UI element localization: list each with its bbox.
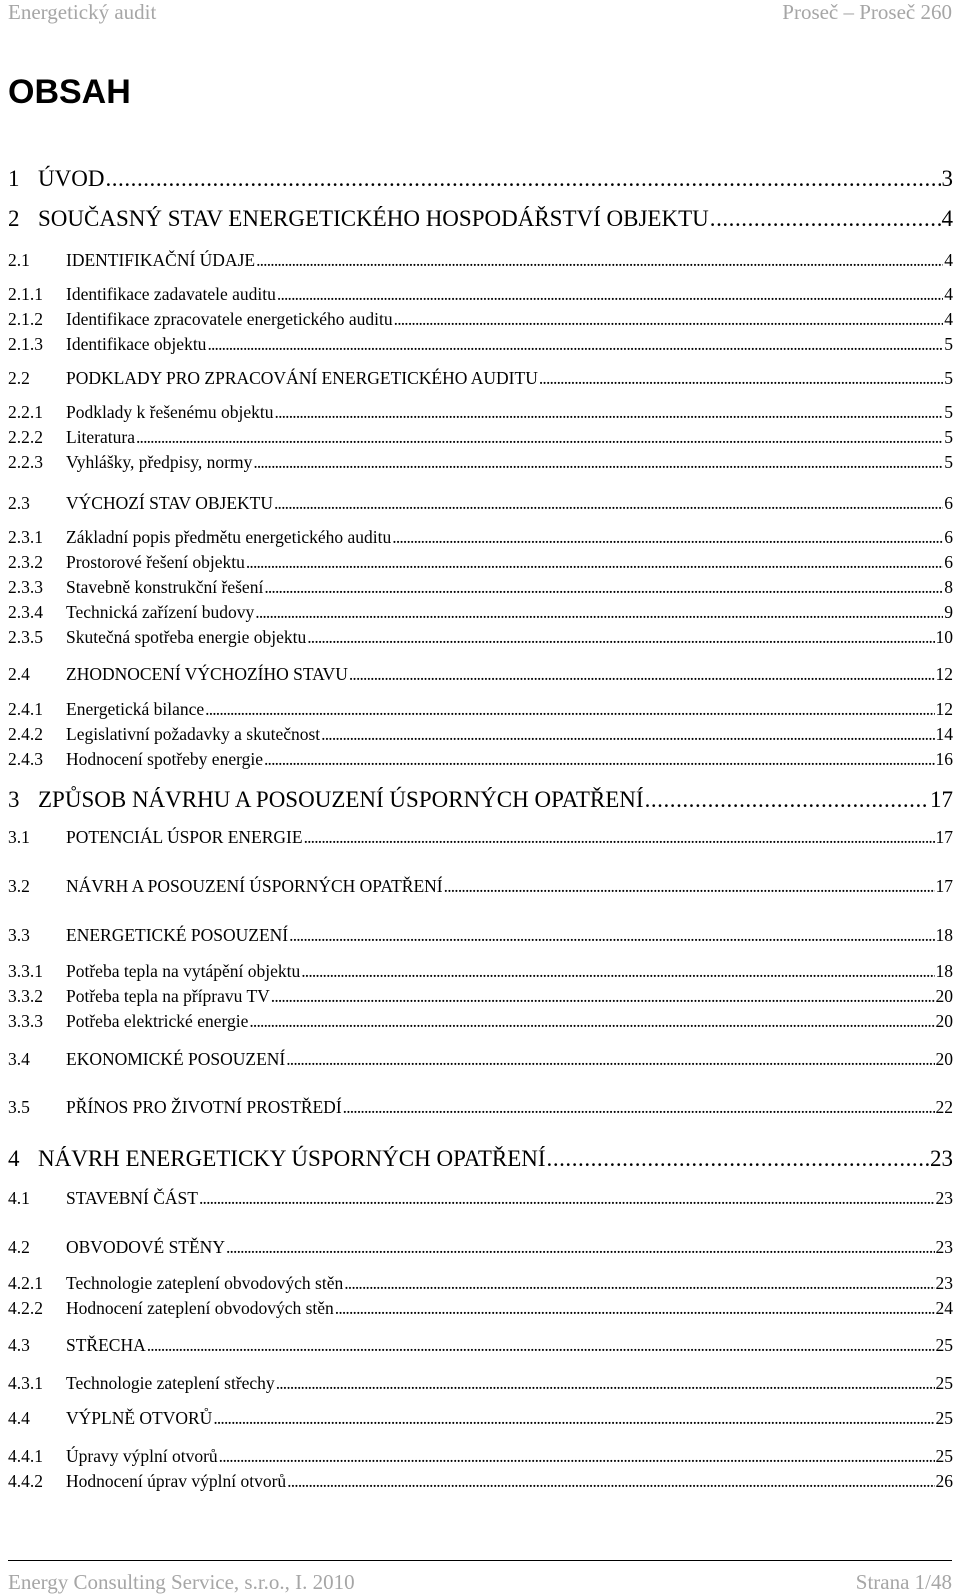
page-title: OBSAH xyxy=(8,73,131,111)
toc-entry[interactable] xyxy=(8,986,953,1007)
toc-entry[interactable] xyxy=(8,699,953,720)
toc-entry-label: Základní popis předmětu energetického auditu xyxy=(66,527,392,547)
toc-entry-page: 6 xyxy=(944,552,953,572)
toc-entry-label: Podklady k řešenému objektu xyxy=(66,402,274,422)
toc-entry-number: 3.3.2 xyxy=(8,986,43,1006)
toc-entry[interactable] xyxy=(8,787,953,813)
toc-entry[interactable] xyxy=(8,1335,953,1356)
toc-entry-label: Potřeba tepla na vytápění objektu xyxy=(66,961,301,981)
toc-entry-number: 3.1 xyxy=(8,827,30,847)
toc-dot-leader xyxy=(349,664,935,685)
toc-entry-label: NÁVRH A POSOUZENÍ ÚSPORNÝCH OPATŘENÍ xyxy=(66,876,443,896)
toc-dot-leader xyxy=(213,1408,934,1429)
toc-dot-leader xyxy=(207,334,943,355)
toc-entry-number: 2.3.5 xyxy=(8,627,43,647)
toc-entry-page: 20 xyxy=(935,986,953,1006)
toc-entry-label: PODKLADY PRO ZPRACOVÁNÍ ENERGETICKÉHO AUDITU xyxy=(66,368,538,388)
toc-dot-leader xyxy=(264,749,935,770)
toc-dot-leader xyxy=(276,1373,935,1394)
toc-entry-number: 3.4 xyxy=(8,1049,30,1069)
toc-entry-page: 4 xyxy=(944,309,953,329)
toc-entry-label: PŘÍNOS PRO ŽIVOTNÍ PROSTŘEDÍ xyxy=(66,1097,342,1117)
toc-entry-page: 4 xyxy=(944,284,953,304)
toc-entry-number: 2 xyxy=(8,206,20,231)
toc-entry-page: 17 xyxy=(935,827,953,847)
toc-entry-number: 3.3.3 xyxy=(8,1011,43,1031)
toc-entry-number: 2.4.3 xyxy=(8,749,43,769)
toc-dot-leader xyxy=(344,1273,934,1294)
toc-dot-leader xyxy=(335,1298,935,1319)
toc-entry-number: 4.4.1 xyxy=(8,1446,43,1466)
toc-entry-label: Skutečná spotřeba energie objektu xyxy=(66,627,307,647)
toc-entry[interactable] xyxy=(8,1049,953,1070)
toc-entry[interactable] xyxy=(8,1298,953,1319)
toc-entry-number: 4.2.1 xyxy=(8,1273,43,1293)
toc-entry-page: 5 xyxy=(944,427,953,447)
toc-entry[interactable] xyxy=(8,1408,953,1429)
toc-entry-page: 3 xyxy=(941,166,953,191)
toc-dot-leader xyxy=(286,1049,934,1070)
toc-entry[interactable] xyxy=(8,452,953,473)
toc-entry[interactable] xyxy=(8,1446,953,1467)
toc-entry-page: 17 xyxy=(930,787,953,812)
toc-entry-page: 5 xyxy=(944,334,953,354)
toc-dot-leader xyxy=(199,1188,935,1209)
toc-entry-label: VÝPLNĚ OTVORŮ xyxy=(66,1408,213,1428)
toc-entry[interactable] xyxy=(8,749,953,770)
toc-entry-number: 2.2.3 xyxy=(8,452,43,472)
toc-entry[interactable] xyxy=(8,876,953,897)
toc-entry-label: Potřeba elektrické energie xyxy=(66,1011,249,1031)
toc-entry-number: 2.4.1 xyxy=(8,699,43,719)
toc-dot-leader xyxy=(645,787,929,813)
toc-entry[interactable] xyxy=(8,627,953,648)
toc-entry-number: 2.1.2 xyxy=(8,309,43,329)
toc-entry[interactable] xyxy=(8,309,953,330)
toc-entry-number: 4.2.2 xyxy=(8,1298,43,1318)
toc-entry-label: Hodnocení úprav výplní otvorů xyxy=(66,1471,287,1491)
toc-dot-leader xyxy=(246,552,943,573)
toc-entry-label: EKONOMICKÉ POSOUZENÍ xyxy=(66,1049,286,1069)
toc-entry-page: 23 xyxy=(935,1273,953,1293)
toc-dot-leader xyxy=(301,961,934,982)
toc-dot-leader xyxy=(304,827,935,848)
toc-entry-label: Hodnocení zateplení obvodových stěn xyxy=(66,1298,334,1318)
toc-entry-page: 5 xyxy=(944,452,953,472)
toc-dot-leader xyxy=(277,284,943,305)
toc-dot-leader xyxy=(253,452,943,473)
toc-dot-leader xyxy=(444,876,935,897)
toc-entry-number: 2.3.2 xyxy=(8,552,43,572)
toc-entry-label: OBVODOVÉ STĚNY xyxy=(66,1237,225,1257)
toc-entry-number: 4.4 xyxy=(8,1408,30,1428)
footer-page-number: Strana 1/48 xyxy=(855,1570,952,1594)
toc-entry-page: 25 xyxy=(935,1408,953,1428)
toc-dot-leader xyxy=(275,402,944,423)
toc-dot-leader xyxy=(287,1471,934,1492)
toc-entry-number: 2.1 xyxy=(8,250,30,270)
toc-entry-page: 22 xyxy=(935,1097,953,1117)
toc-entry-label: VÝCHOZÍ STAV OBJEKTU xyxy=(66,493,273,513)
running-header xyxy=(8,0,952,26)
toc-entry[interactable] xyxy=(8,827,953,848)
toc-entry-page: 23 xyxy=(935,1188,953,1208)
toc-entry-page: 25 xyxy=(935,1446,953,1466)
footer-divider xyxy=(8,1560,952,1561)
toc-entry-label: ZHODNOCENÍ VÝCHOZÍHO STAVU xyxy=(66,664,348,684)
toc-dot-leader xyxy=(392,527,943,548)
toc-entry[interactable] xyxy=(8,206,953,232)
toc-entry[interactable] xyxy=(8,402,953,423)
toc-dot-leader xyxy=(205,699,934,720)
toc-entry-label: ZPŮSOB NÁVRHU A POSOUZENÍ ÚSPORNÝCH OPATŘENÍ xyxy=(38,787,644,812)
toc-dot-leader xyxy=(539,368,943,389)
toc-entry-page: 4 xyxy=(941,206,953,231)
toc-dot-leader xyxy=(249,1011,934,1032)
footer-company: Energy Consulting Service, s.r.o., I. 2010 xyxy=(8,1570,355,1594)
toc-entry[interactable] xyxy=(8,1471,953,1492)
toc-entry-page: 8 xyxy=(944,577,953,597)
toc-entry-page: 12 xyxy=(935,699,953,719)
toc-entry-page: 18 xyxy=(935,925,953,945)
toc-entry-label: STAVEBNÍ ČÁST xyxy=(66,1188,198,1208)
toc-entry[interactable] xyxy=(8,334,953,355)
toc-entry[interactable] xyxy=(8,577,953,598)
toc-dot-leader xyxy=(394,309,944,330)
toc-entry-page: 14 xyxy=(935,724,953,744)
toc-entry-page: 20 xyxy=(935,1011,953,1031)
toc-entry-number: 2.3.1 xyxy=(8,527,43,547)
toc-dot-leader xyxy=(274,493,943,514)
toc-entry-label: Potřeba tepla na přípravu TV xyxy=(66,986,270,1006)
toc-entry-number: 2.1.3 xyxy=(8,334,43,354)
toc-dot-leader xyxy=(136,427,943,448)
toc-entry-page: 12 xyxy=(935,664,953,684)
toc-entry-label: Technologie zateplení střechy xyxy=(66,1373,275,1393)
toc-entry[interactable] xyxy=(8,1097,953,1118)
toc-entry-number: 2.3.4 xyxy=(8,602,43,622)
toc-entry-number: 4 xyxy=(8,1146,20,1171)
toc-entry[interactable] xyxy=(8,1273,953,1294)
toc-dot-leader xyxy=(226,1237,935,1258)
toc-entry-page: 9 xyxy=(944,602,953,622)
toc-entry-number: 4.4.2 xyxy=(8,1471,43,1491)
toc-dot-leader xyxy=(255,602,943,623)
toc-entry-label: Vyhlášky, předpisy, normy xyxy=(66,452,253,472)
toc-entry[interactable] xyxy=(8,1188,953,1209)
toc-entry-label: IDENTIFIKAČNÍ ÚDAJE xyxy=(66,250,256,270)
toc-entry[interactable] xyxy=(8,493,953,514)
toc-entry-label: Prostorové řešení objektu xyxy=(66,552,245,572)
toc-entry-label: POTENCIÁL ÚSPOR ENERGIE xyxy=(66,827,303,847)
toc-entry[interactable] xyxy=(8,1011,953,1032)
toc-dot-leader xyxy=(710,206,941,232)
toc-entry-number: 3 xyxy=(8,787,20,812)
toc-entry-number: 4.3 xyxy=(8,1335,30,1355)
toc-entry-number: 2.4.2 xyxy=(8,724,43,744)
toc-entry[interactable] xyxy=(8,1146,953,1172)
toc-entry-page: 25 xyxy=(935,1373,953,1393)
toc-entry-label: Identifikace zadavatele auditu xyxy=(66,284,276,304)
toc-entry-label: Úpravy výplní otvorů xyxy=(66,1446,218,1466)
toc-dot-leader xyxy=(547,1146,929,1172)
toc-entry[interactable] xyxy=(8,602,953,623)
toc-entry[interactable] xyxy=(8,1373,953,1394)
toc-entry-label: NÁVRH ENERGETICKY ÚSPORNÝCH OPATŘENÍ xyxy=(38,1146,546,1171)
toc-entry-label: ÚVOD xyxy=(38,166,105,191)
toc-entry-number: 2.2 xyxy=(8,368,30,388)
toc-entry-number: 2.4 xyxy=(8,664,30,684)
toc-entry-label: Stavebně konstrukční řešení xyxy=(66,577,264,597)
toc-entry-page: 26 xyxy=(935,1471,953,1491)
toc-dot-leader xyxy=(147,1335,935,1356)
toc-dot-leader xyxy=(256,250,943,271)
toc-entry-label: SOUČASNÝ STAV ENERGETICKÉHO HOSPODÁŘSTVÍ OBJEKTU xyxy=(38,206,709,231)
toc-entry-label: Hodnocení spotřeby energie xyxy=(66,749,263,769)
toc-entry-number: 2.2.1 xyxy=(8,402,43,422)
toc-entry-page: 23 xyxy=(935,1237,953,1257)
toc-entry-number: 3.2 xyxy=(8,876,30,896)
toc-entry[interactable] xyxy=(8,961,953,982)
toc-entry-label: Identifikace objektu xyxy=(66,334,207,354)
toc-entry-number: 3.3.1 xyxy=(8,961,43,981)
toc-entry[interactable] xyxy=(8,284,953,305)
toc-entry[interactable] xyxy=(8,724,953,745)
toc-entry-page: 6 xyxy=(944,493,953,513)
toc-entry-number: 1 xyxy=(8,166,20,191)
toc-entry-number: 2.1.1 xyxy=(8,284,43,304)
toc-entry[interactable] xyxy=(8,166,953,192)
toc-entry[interactable] xyxy=(8,427,953,448)
toc-entry-label: Energetická bilance xyxy=(66,699,205,719)
toc-entry-page: 20 xyxy=(935,1049,953,1069)
toc-entry-label: STŘECHA xyxy=(66,1335,146,1355)
toc-dot-leader xyxy=(264,577,943,598)
toc-dot-leader xyxy=(219,1446,935,1467)
toc-entry[interactable] xyxy=(8,552,953,573)
toc-entry-page: 18 xyxy=(935,961,953,981)
running-footer xyxy=(8,1570,952,1594)
toc-entry-label: Identifikace zpracovatele energetického auditu xyxy=(66,309,393,329)
toc-entry-number: 3.3 xyxy=(8,925,30,945)
toc-entry-page: 4 xyxy=(944,250,953,270)
toc-entry[interactable] xyxy=(8,250,953,271)
toc-dot-leader xyxy=(105,166,940,192)
toc-entry-number: 3.5 xyxy=(8,1097,30,1117)
toc-entry-number: 2.3.3 xyxy=(8,577,43,597)
toc-entry-page: 5 xyxy=(944,402,953,422)
header-location: Proseč – Proseč 260 xyxy=(782,0,952,24)
toc-entry-page: 16 xyxy=(935,749,953,769)
toc-entry-label: ENERGETICKÉ POSOUZENÍ xyxy=(66,925,289,945)
toc-dot-leader xyxy=(289,925,934,946)
toc-entry-page: 17 xyxy=(935,876,953,896)
toc-entry-number: 4.3.1 xyxy=(8,1373,43,1393)
toc-entry-label: Technická zařízení budovy xyxy=(66,602,255,622)
toc-entry-page: 5 xyxy=(944,368,953,388)
toc-dot-leader xyxy=(271,986,935,1007)
toc-entry-number: 2.2.2 xyxy=(8,427,43,447)
toc-entry-label: Legislativní požadavky a skutečnost xyxy=(66,724,321,744)
toc-entry-page: 10 xyxy=(935,627,953,647)
toc-entry[interactable] xyxy=(8,368,953,389)
toc-entry[interactable] xyxy=(8,925,953,946)
toc-dot-leader xyxy=(321,724,934,745)
toc-entry-page: 6 xyxy=(944,527,953,547)
header-document-title: Energetický audit xyxy=(8,0,157,24)
toc-entry[interactable] xyxy=(8,1237,953,1258)
toc-entry-label: Technologie zateplení obvodových stěn xyxy=(66,1273,344,1293)
toc-entry-number: 4.2 xyxy=(8,1237,30,1257)
toc-entry[interactable] xyxy=(8,527,953,548)
toc-entry-number: 4.1 xyxy=(8,1188,30,1208)
toc-entry-page: 24 xyxy=(935,1298,953,1318)
toc-entry-page: 23 xyxy=(930,1146,953,1171)
toc-dot-leader xyxy=(307,627,934,648)
toc-entry[interactable] xyxy=(8,664,953,685)
toc-entry-label: Literatura xyxy=(66,427,135,447)
toc-dot-leader xyxy=(343,1097,935,1118)
toc-entry-number: 2.3 xyxy=(8,493,30,513)
toc-entry-page: 25 xyxy=(935,1335,953,1355)
